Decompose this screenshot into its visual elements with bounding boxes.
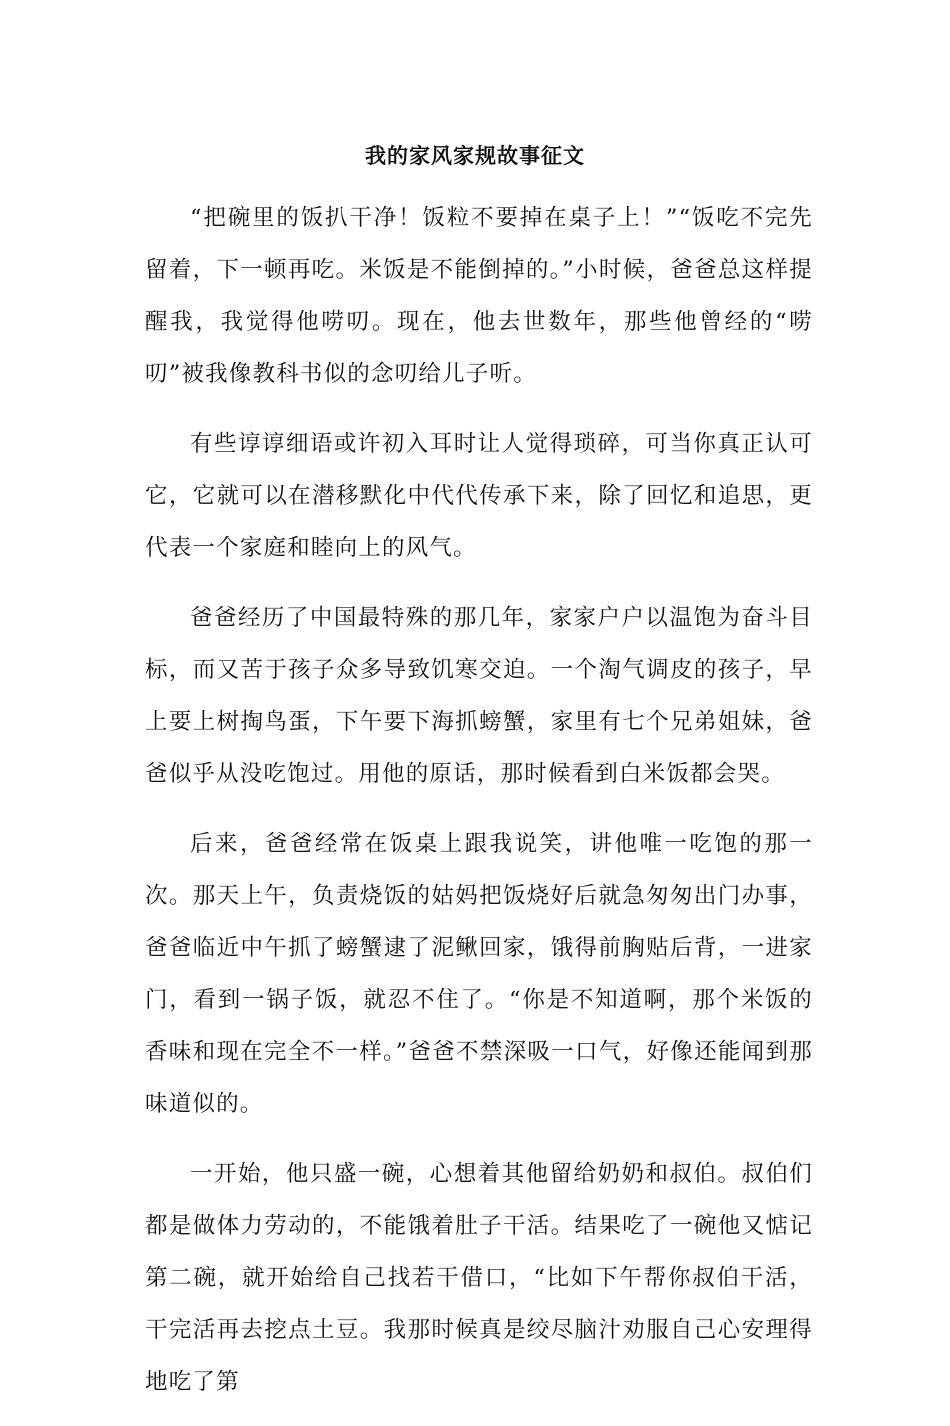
paragraph-5: 一开始，他只盛一碗，心想着其他留给奶奶和叔伯。叔伯们都是做体力劳动的，不能饿着肚子干活。结果吃了一碗他又惦记第二碗，就开始给自己找若干借口，“比如下午帮你叔伯干活，干完活再去挖点土豆。我那时候真是绞尽脑汁劝服自己心安理得地吃了第: [145, 1161, 813, 1395]
document-title: 我的家风家规故事征文: [365, 143, 585, 168]
paragraph-1: “把碗里的饭扒干净！饭粒不要掉在桌子上！”“饭吃不完先留着，下一顿再吃。米饭是不能倒掉的。”小时候，爸爸总这样提醒我，我觉得他唠叨。现在，他去世数年，那些他曾经的“唠叨”被我像教科书似的念叨给儿子听。: [145, 205, 813, 387]
paragraph-2: 有些谆谆细语或许初入耳时让人觉得琐碎，可当你真正认可它，它就可以在潜移默化中代代传承下来，除了回忆和追思，更代表一个家庭和睦向上的风气。: [145, 431, 813, 561]
paragraph-3: 爸爸经历了中国最特殊的那几年，家家户户以温饱为奋斗目标，而又苦于孩子众多导致饥寒交迫。一个淘气调皮的孩子，早上要上树掏鸟蛋，下午要下海抓螃蟹，家里有七个兄弟姐妹，爸爸似乎从没吃饱过。用他的原话，那时候看到白米饭都会哭。: [145, 605, 813, 787]
paragraph-4: 后来，爸爸经常在饭桌上跟我说笑，讲他唯一吃饱的那一次。那天上午，负责烧饭的姑妈把饭烧好后就急匆匆出门办事，爸爸临近中午抓了螃蟹逮了泥鳅回家，饿得前胸贴后背，一进家门，看到一锅子饭，就忍不住了。“你是不知道啊，那个米饭的香味和现在完全不一样。”爸爸不禁深吸一口气，好像还能闻到那味道似的。: [145, 831, 813, 1117]
document-body: [145, 192, 813, 1426]
